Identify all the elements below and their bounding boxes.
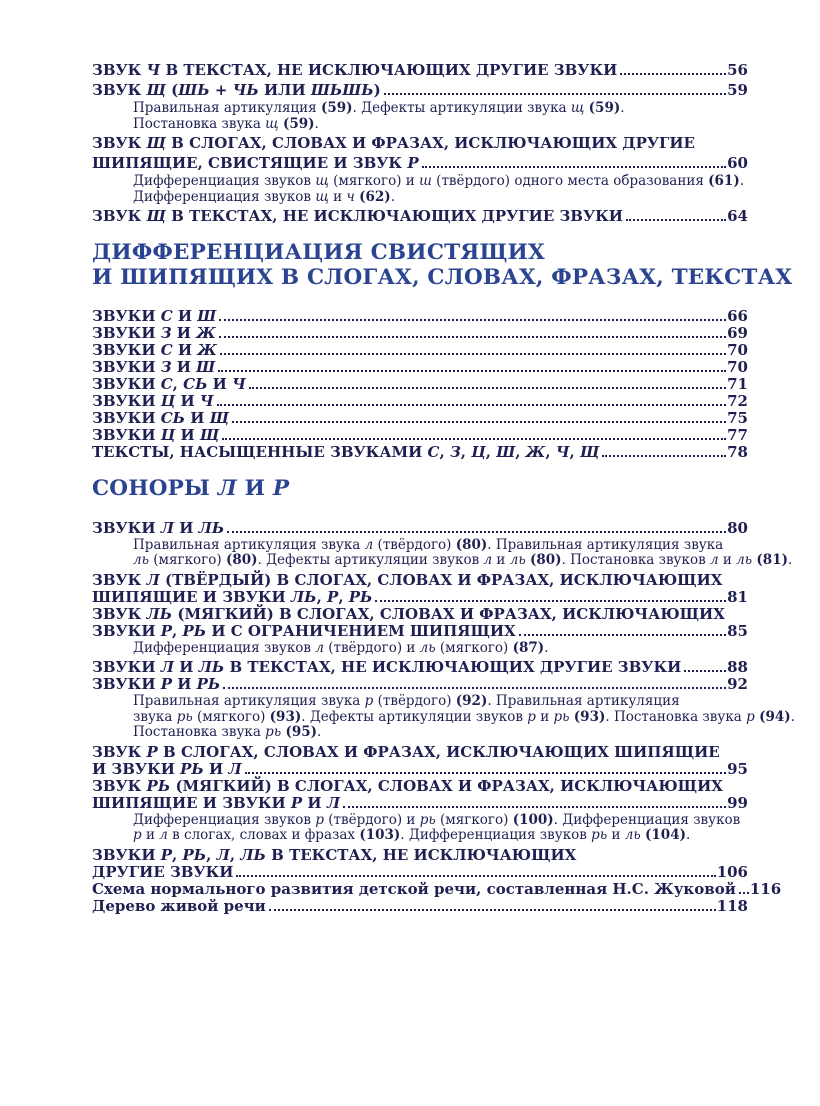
note-line: р и л в слогах, словах и фразах (103). Дифференциация звуков рь и ль (104). xyxy=(133,827,691,843)
page-number: 59 xyxy=(727,80,748,99)
toc-entry-line xyxy=(92,795,748,812)
dot-leader xyxy=(236,875,715,877)
dot-leader xyxy=(219,336,726,338)
toc-entry-line xyxy=(92,62,748,79)
toc-entry-line xyxy=(92,359,748,376)
entry-notes xyxy=(133,641,748,657)
toc-entry-line xyxy=(92,898,748,915)
entry-notes xyxy=(133,693,795,741)
section-heading xyxy=(92,240,793,290)
note-line: звука рь (мягкого) (93). Дефекты артикуляции звуков р и рь (93). Постановка звука р (94). xyxy=(133,708,795,725)
toc-entry-line xyxy=(92,778,748,795)
page-number: 78 xyxy=(727,443,748,461)
toc-entry-line xyxy=(92,342,748,359)
page-number: 70 xyxy=(727,341,748,359)
dot-leader xyxy=(519,634,726,636)
entry-title: ЗВУК Л (ТВЁРДЫЙ) В СЛОГАХ, СЛОВАХ И ФРАЗАХ, ИСКЛЮЧАЮЩИХ xyxy=(92,570,723,589)
toc-section xyxy=(92,62,748,225)
page-number: 95 xyxy=(727,759,748,778)
toc-entry-line xyxy=(92,410,748,427)
toc-entry-line xyxy=(92,589,748,606)
page-number: 118 xyxy=(716,896,748,915)
toc-entry-line xyxy=(92,606,748,623)
toc-section xyxy=(92,240,793,461)
dot-leader xyxy=(422,166,727,168)
note-line: Постановка звука рь (95). xyxy=(133,724,322,740)
entry-title: ЗВУК Щ В ТЕКСТАХ, НЕ ИСКЛЮЧАЮЩИХ ДРУГИЕ ЗВУКИ xyxy=(92,207,623,225)
page-number: 56 xyxy=(727,61,748,79)
dot-leader xyxy=(227,531,726,533)
page-number: 80 xyxy=(727,518,748,537)
entry-title: ШИПЯЩИЕ И ЗВУКИ Р И Л xyxy=(92,793,341,812)
toc-entry-line xyxy=(92,393,748,410)
entry-title: ЗВУКИ Ц И Ч xyxy=(92,392,214,410)
entry-notes xyxy=(133,813,748,844)
dot-leader xyxy=(375,600,726,602)
note-line: Дифференциация звуков щ и ч (62). xyxy=(133,188,395,205)
toc-entry-line xyxy=(92,572,748,589)
page-number: 75 xyxy=(727,409,748,427)
section-heading-line: ДИФФЕРЕНЦИАЦИЯ СВИСТЯЩИХ xyxy=(92,240,545,265)
toc-entry-line xyxy=(92,520,748,537)
note-line: Правильная артикуляция звука р (твёрдого) (92). Правильная артикуляция xyxy=(133,693,680,709)
toc-entry-line xyxy=(92,325,748,342)
entry-title: ШИПЯЩИЕ И ЗВУКИ ЛЬ, Р, РЬ xyxy=(92,587,373,606)
dot-leader xyxy=(684,670,726,672)
toc-entry-line xyxy=(92,308,748,325)
dot-leader xyxy=(245,772,726,774)
entry-title: ЗВУКИ Л И ЛЬ xyxy=(92,518,225,537)
dot-leader xyxy=(269,909,716,911)
entry-title: ЗВУК Р В СЛОГАХ, СЛОВАХ И ФРАЗАХ, ИСКЛЮЧАЮЩИХ ШИПЯЩИЕ xyxy=(92,742,720,761)
page-number: 81 xyxy=(727,587,748,606)
note-line: Дифференциация звуков л (твёрдого) и ль (мягкого) (87). xyxy=(133,639,549,656)
entry-notes xyxy=(133,101,748,132)
section-heading-line: И ШИПЯЩИХ В СЛОГАХ, СЛОВАХ, ФРАЗАХ, ТЕКСТАХ xyxy=(92,264,793,290)
dot-leader xyxy=(343,806,726,808)
dot-leader xyxy=(626,219,726,221)
entry-title: ЗВУКИ Р, РЬ И С ОГРАНИЧЕНИЕМ ШИПЯЩИХ xyxy=(92,621,516,640)
note-line: Правильная артикуляция (59). Дефекты артикуляции звука щ (59). xyxy=(133,100,625,116)
toc-section xyxy=(92,476,795,915)
toc-entry-line xyxy=(92,879,782,898)
dot-leader xyxy=(218,370,726,372)
toc-entry-line xyxy=(92,444,748,461)
entry-notes xyxy=(133,174,748,205)
entry-title: ЗВУК Щ (ШЬ + ЧЬ ИЛИ ШЬШЬ) xyxy=(92,80,381,99)
dot-leader xyxy=(222,438,726,440)
entry-title: ЗВУК Ч В ТЕКСТАХ, НЕ ИСКЛЮЧАЮЩИХ ДРУГИЕ ЗВУКИ xyxy=(92,61,618,79)
page-number: 116 xyxy=(749,879,782,898)
entry-title: ЗВУКИ С И Ш xyxy=(92,307,217,325)
entry-title: ЗВУКИ СЬ И Щ xyxy=(92,409,230,427)
note-line: ль (мягкого) (80). Дефекты артикуляции звуков л и ль (80). Постановка звуков л и ль (81). xyxy=(133,552,793,568)
toc-entry-line xyxy=(92,676,748,693)
toc-entry-line xyxy=(92,208,748,225)
entry-title: И ЗВУКИ РЬ И Л xyxy=(92,759,242,778)
toc-entry-line xyxy=(92,427,748,444)
entry-title: ЗВУК Щ В СЛОГАХ, СЛОВАХ И ФРАЗАХ, ИСКЛЮЧАЮЩИХ ДРУГИЕ xyxy=(92,134,695,152)
entry-title: ЗВУКИ З И Ж xyxy=(92,324,216,342)
entry-title: ТЕКСТЫ, НАСЫЩЕННЫЕ ЗВУКАМИ С, З, Ц, Ш, Ж, Ч, Щ xyxy=(92,443,600,461)
page-number: 106 xyxy=(716,862,748,881)
section-heading xyxy=(92,477,748,502)
page-number: 77 xyxy=(727,426,748,444)
dot-leader xyxy=(219,319,726,321)
dot-leader xyxy=(217,404,727,406)
page-number: 70 xyxy=(727,358,748,376)
toc-entry-line xyxy=(92,135,748,152)
page-number: 92 xyxy=(727,675,748,693)
entry-title: ЗВУКИ Ц И Щ xyxy=(92,426,220,444)
toc-entry-line xyxy=(92,847,748,864)
entry-title: ШИПЯЩИЕ, СВИСТЯЩИЕ И ЗВУК Р xyxy=(92,153,419,172)
section-heading-line: СОНОРЫ Л И Р xyxy=(92,476,290,501)
note-line: Дифференциация звуков р (твёрдого) и рь (мягкого) (100). Дифференциация звуков xyxy=(133,811,741,828)
note-line: Правильная артикуляция звука л (твёрдого) (80). Правильная артикуляция звука xyxy=(133,536,724,553)
dot-leader xyxy=(739,892,749,894)
toc-entry-line xyxy=(92,623,748,640)
entry-title: ДРУГИЕ ЗВУКИ xyxy=(92,862,234,881)
toc-entry-line xyxy=(92,659,748,676)
entry-notes xyxy=(133,536,793,569)
entry-title: ЗВУКИ Р И РЬ xyxy=(92,675,221,693)
toc-entry-line xyxy=(92,376,748,393)
dot-leader xyxy=(220,353,726,355)
page-number: 69 xyxy=(727,324,748,342)
toc-entry-line xyxy=(92,864,748,881)
dot-leader xyxy=(249,387,726,389)
page-number: 85 xyxy=(727,621,748,640)
dot-leader xyxy=(223,687,726,689)
entry-title: Дерево живой речи xyxy=(92,896,266,915)
toc-entry-line xyxy=(92,155,748,172)
page-number: 88 xyxy=(727,658,748,676)
toc-entry-line xyxy=(92,82,748,99)
page-number: 99 xyxy=(727,793,748,812)
page-number: 60 xyxy=(727,153,748,172)
toc xyxy=(92,61,795,915)
entry-title: ЗВУКИ З И Ш xyxy=(92,358,216,376)
entry-title: ЗВУКИ Р, РЬ, Л, ЛЬ В ТЕКСТАХ, НЕ ИСКЛЮЧАЮЩИХ xyxy=(92,845,577,864)
entry-title: ЗВУКИ С И Ж xyxy=(92,341,217,359)
entry-title: Схема нормального развития детской речи, составленная Н.С. Жуковой xyxy=(92,879,736,898)
entry-title: ЗВУКИ Л И ЛЬ В ТЕКСТАХ, НЕ ИСКЛЮЧАЮЩИХ ДРУГИЕ ЗВУКИ xyxy=(92,658,682,676)
page-number: 71 xyxy=(727,375,748,393)
toc-entry-line xyxy=(92,761,748,778)
note-line: Дифференциация звуков щ (мягкого) и ш (твёрдого) одного места образования (61). xyxy=(133,173,745,189)
dot-leader xyxy=(602,455,726,457)
dot-leader xyxy=(384,93,726,95)
page-number: 72 xyxy=(727,392,748,410)
dot-leader xyxy=(620,73,726,75)
entry-title: ЗВУКИ С, СЬ И Ч xyxy=(92,375,246,393)
note-line: Постановка звука щ (59). xyxy=(133,115,319,132)
dot-leader xyxy=(232,421,726,423)
toc-entry-line xyxy=(92,744,748,761)
page-number: 66 xyxy=(727,307,748,325)
page-number: 64 xyxy=(727,207,748,225)
entry-title: ЗВУК ЛЬ (МЯГКИЙ) В СЛОГАХ, СЛОВАХ И ФРАЗАХ, ИСКЛЮЧАЮЩИХ xyxy=(92,604,725,623)
entry-title: ЗВУК РЬ (МЯГКИЙ) В СЛОГАХ, СЛОВАХ И ФРАЗАХ, ИСКЛЮЧАЮЩИХ xyxy=(92,776,723,795)
